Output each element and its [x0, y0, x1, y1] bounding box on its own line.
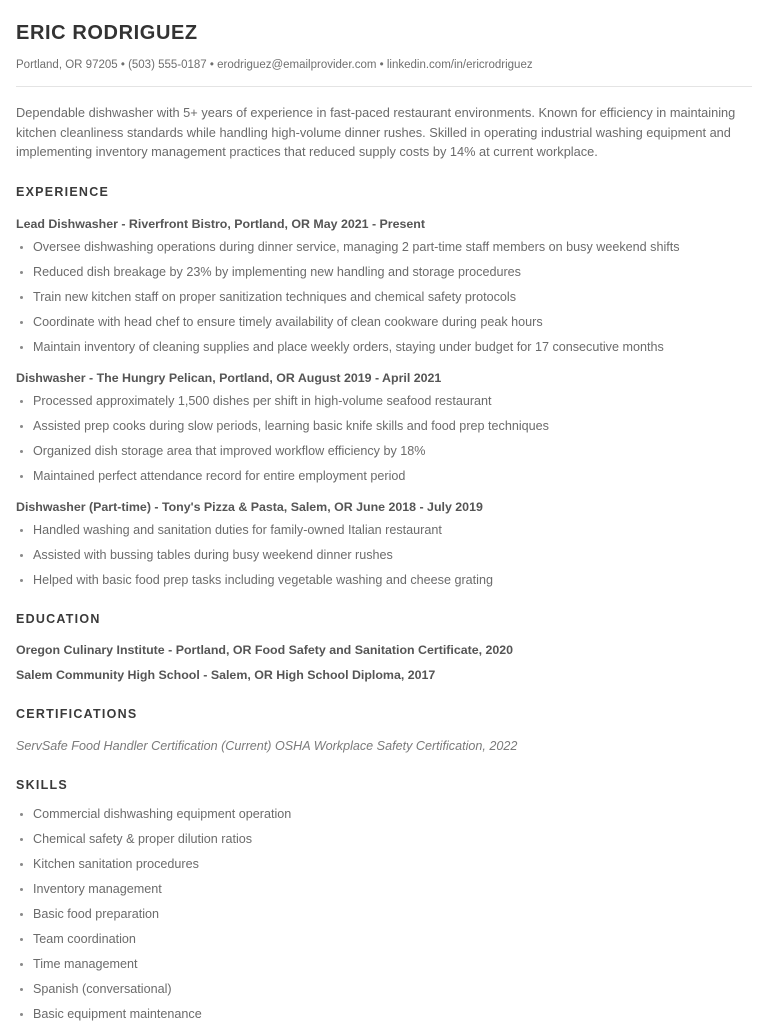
skill-item: Time management [16, 956, 752, 973]
section-title-certifications: CERTIFICATIONS [16, 706, 138, 721]
experience-bullet: Helped with basic food prep tasks including vegetable washing and cheese grating [16, 572, 752, 589]
candidate-name: ERIC RODRIGUEZ [16, 22, 198, 44]
experience-bullet: Maintained perfect attendance record for entire employment period [16, 468, 752, 485]
section-skills [16, 777, 752, 1023]
section-title-experience: EXPERIENCE [16, 184, 110, 199]
experience-bullet: Assisted prep cooks during slow periods, learning basic knife skills and food prep techniques [16, 418, 752, 435]
experience-bullet: Oversee dishwashing operations during dinner service, managing 2 part-time staff members on busy weekend shifts [16, 239, 752, 256]
experience-entry-heading: Dishwasher - The Hungry Pelican, Portland, OR August 2019 - April 2021 [16, 370, 442, 385]
experience-entry [16, 216, 752, 356]
experience-bullet-list [16, 393, 752, 485]
skill-item: Inventory management [16, 881, 752, 898]
skill-item: Chemical safety & proper dilution ratios [16, 831, 752, 848]
skill-item: Basic equipment maintenance [16, 1006, 752, 1023]
contact-line: Portland, OR 97205 • (503) 555-0187 • erodriguez@emailprovider.com • linkedin.com/in/ericrodriguez [16, 59, 533, 71]
skills-list [16, 806, 752, 1023]
experience-bullet: Handled washing and sanitation duties for family-owned Italian restaurant [16, 522, 752, 539]
professional-summary: Dependable dishwasher with 5+ years of experience in fast-paced restaurant environments. Known for efficiency in maintaining kitchen cleanliness standards while handling high-volume dinner rushes. Skilled in operating industrial washing equipment and implementing inventory management practices that reduced supply costs by 14% at current workplace. [16, 105, 736, 159]
experience-entry [16, 499, 752, 589]
skill-item: Spanish (conversational) [16, 981, 752, 998]
certifications-line: ServSafe Food Handler Certification (Current) OSHA Workplace Safety Certification, 2022 [16, 738, 518, 753]
experience-bullet: Coordinate with head chef to ensure timely availability of clean cookware during peak hours [16, 314, 752, 331]
education-item: Oregon Culinary Institute - Portland, OR Food Safety and Sanitation Certificate, 2020 [16, 642, 514, 657]
experience-entry-heading: Dishwasher (Part-time) - Tony's Pizza & Pasta, Salem, OR June 2018 - July 2019 [16, 499, 483, 514]
experience-entry [16, 370, 752, 485]
experience-bullet: Reduced dish breakage by 23% by implementing new handling and storage procedures [16, 264, 752, 281]
skill-item: Commercial dishwashing equipment operation [16, 806, 752, 823]
section-experience [16, 184, 752, 589]
education-list [16, 642, 752, 684]
resume-header [16, 20, 752, 87]
skill-item: Team coordination [16, 931, 752, 948]
skill-item: Basic food preparation [16, 906, 752, 923]
section-title-skills: SKILLS [16, 777, 68, 792]
section-education [16, 611, 752, 684]
section-title-education: EDUCATION [16, 611, 101, 626]
education-item: Salem Community High School - Salem, OR High School Diploma, 2017 [16, 667, 436, 682]
section-certifications [16, 706, 752, 755]
experience-bullet: Organized dish storage area that improved workflow efficiency by 18% [16, 443, 752, 460]
experience-bullet: Train new kitchen staff on proper sanitization techniques and chemical safety protocols [16, 289, 752, 306]
experience-bullet-list [16, 239, 752, 356]
experience-bullet-list [16, 522, 752, 589]
experience-bullet: Processed approximately 1,500 dishes per shift in high-volume seafood restaurant [16, 393, 752, 410]
skill-item: Kitchen sanitation procedures [16, 856, 752, 873]
header-divider [16, 86, 752, 87]
experience-bullet: Assisted with bussing tables during busy weekend dinner rushes [16, 547, 752, 564]
experience-entry-heading: Lead Dishwasher - Riverfront Bistro, Portland, OR May 2021 - Present [16, 216, 425, 231]
experience-bullet: Maintain inventory of cleaning supplies and place weekly orders, staying under budget for 17 consecutive months [16, 339, 752, 356]
